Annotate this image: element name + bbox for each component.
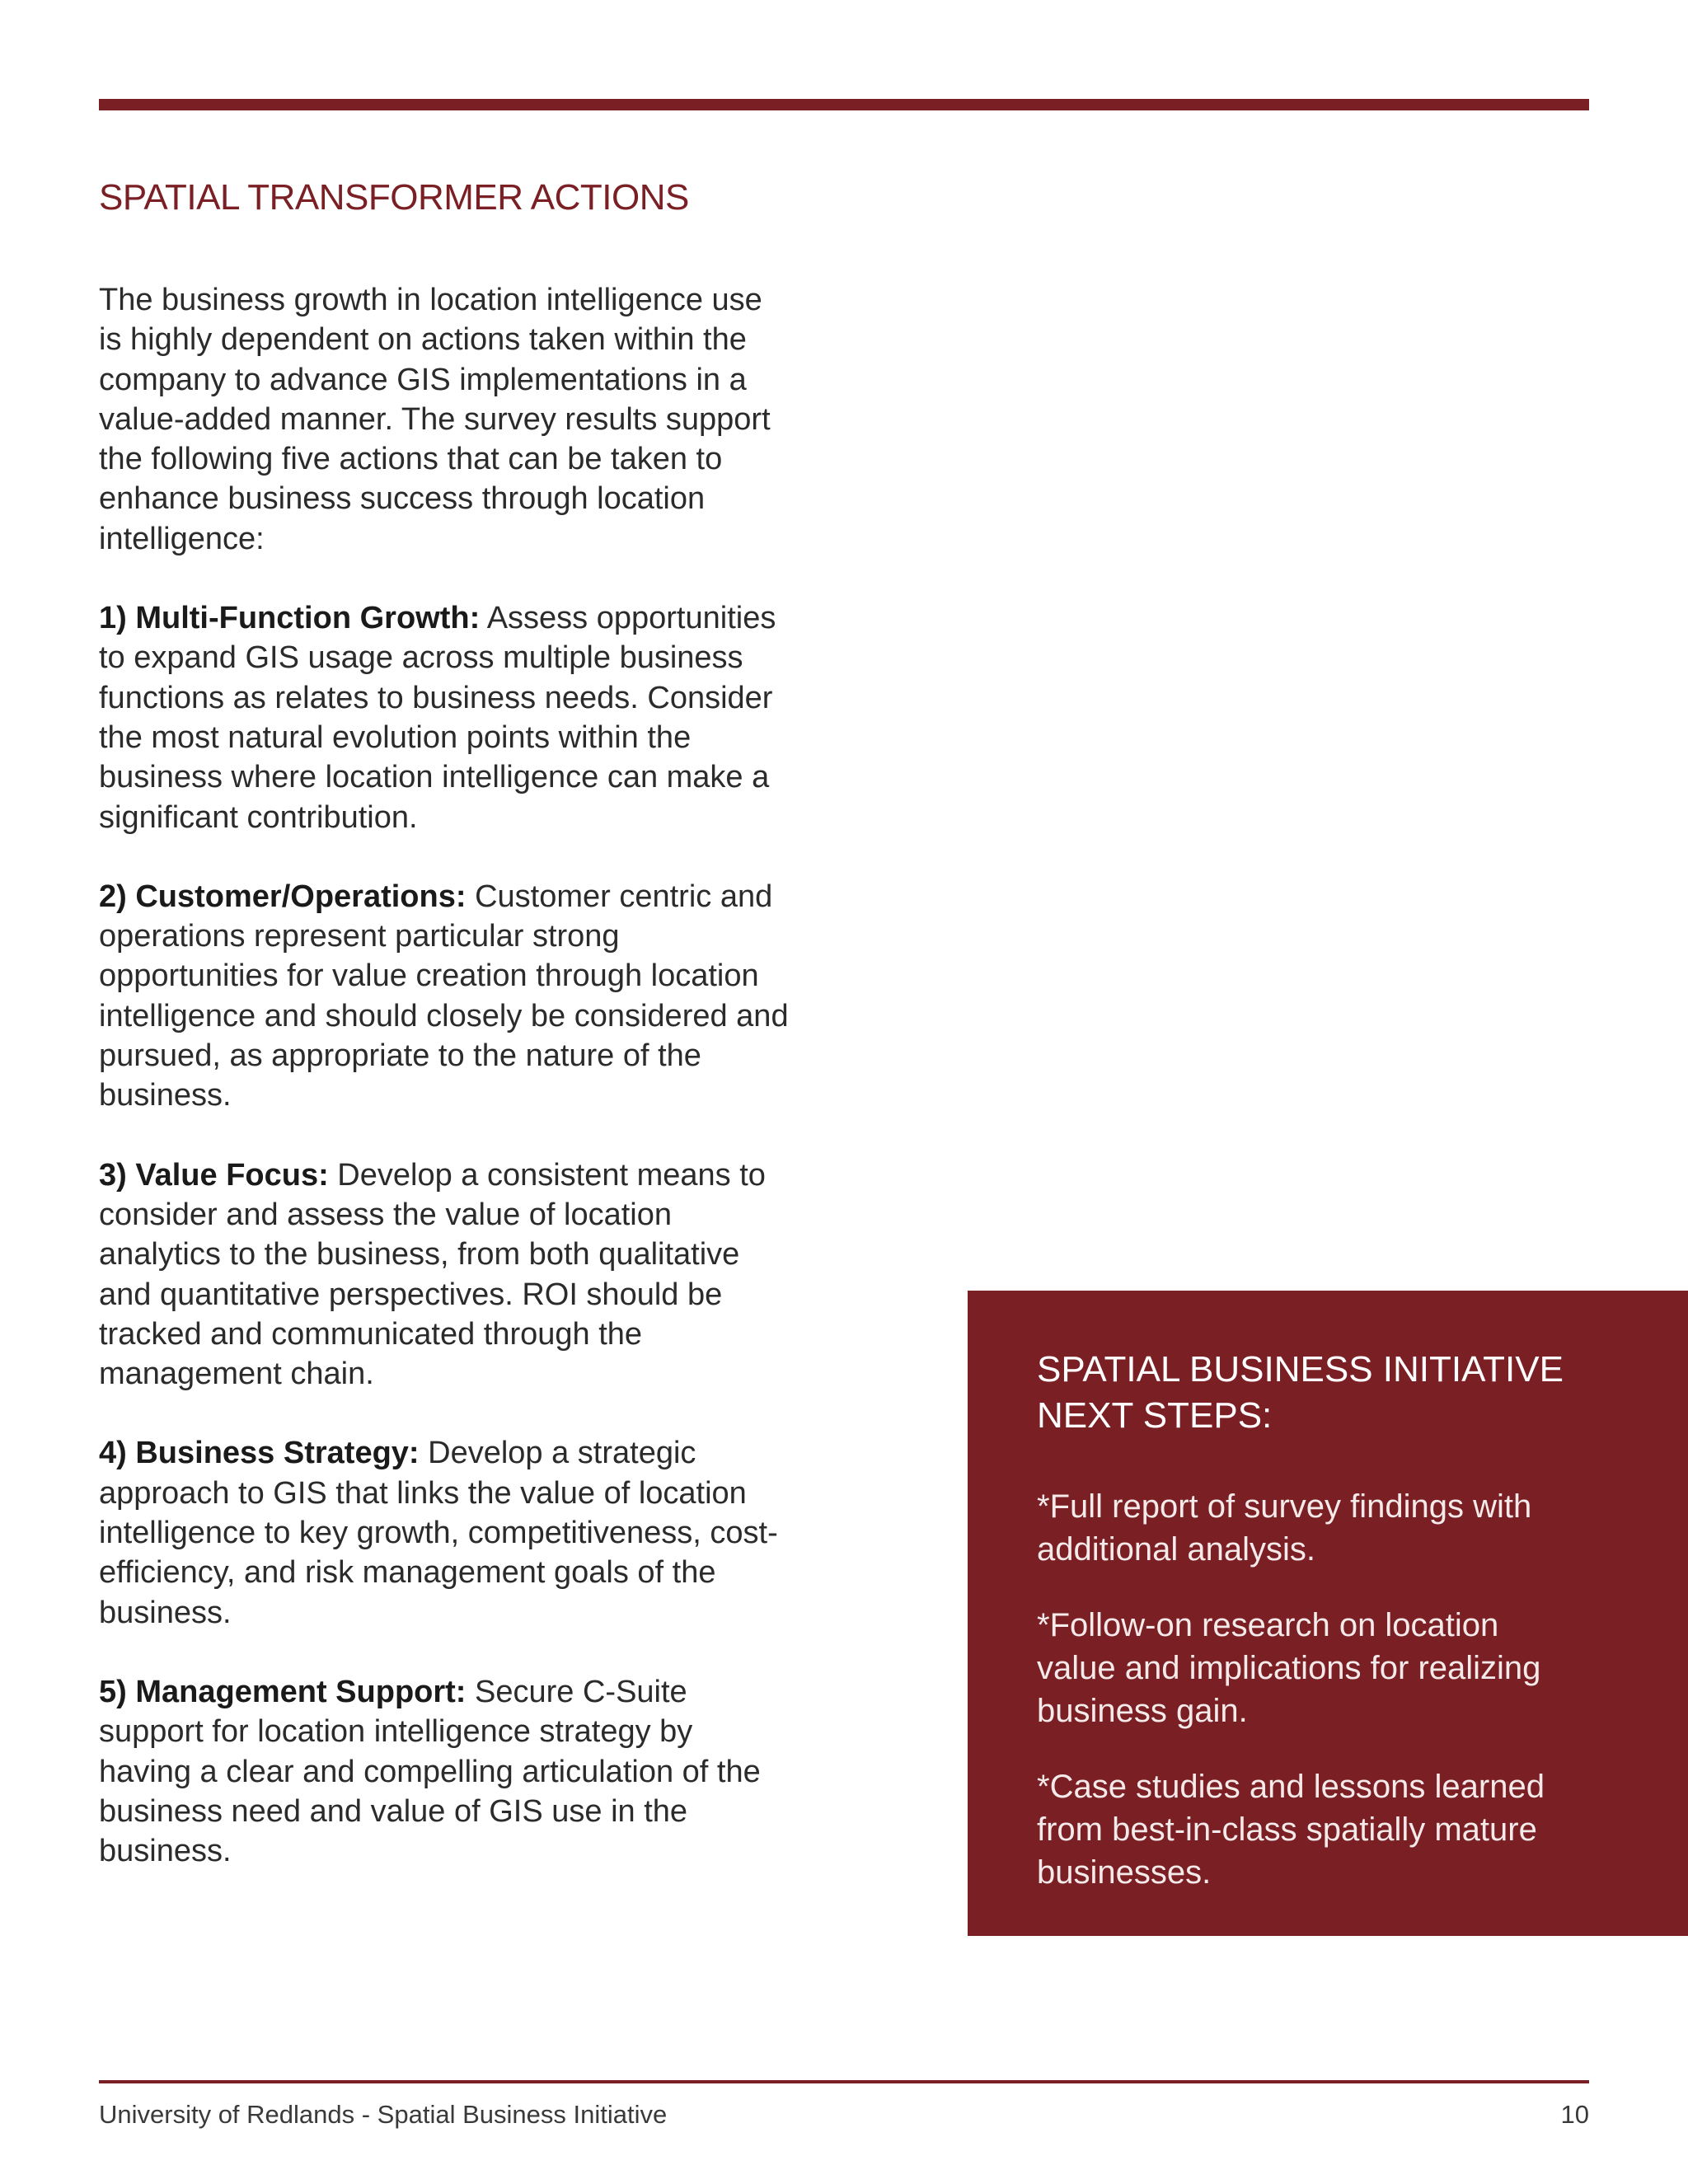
page-number: 10 [1560,2100,1589,2129]
next-step-item: *Full report of survey findings with additional analysis. [1037,1488,1532,1568]
action-item-customer-operations [99,877,791,1116]
callout-title: SPATIAL BUSINESS INITIATIVE NEXT STEPS: [1037,1349,1564,1436]
action-text: Customer centric and operations represent particular strong opportunities for value creation through location intelligence and should closely be considered and pursued, as appropriate to the nature of the business. [99,879,789,1113]
next-step-item: *Case studies and lessons learned from best-in-class spatially mature businesses. [1037,1769,1545,1891]
action-item-value-focus [99,1155,791,1394]
action-lead: 1) Multi-Function Growth: [99,601,481,636]
action-text: Secure C-Suite support for location intelligence strategy by having a clear and compelling articulation of the business need and value of GIS use in the business. [99,1674,761,1869]
action-lead: 5) Management Support: [99,1674,467,1709]
main-column [99,280,791,1910]
action-lead: 4) Business Strategy: [99,1436,420,1471]
footer-rule [99,2080,1589,2083]
action-text: Assess opportunities to expand GIS usage across multiple business functions as relates to business needs. Consider the most natural evolution points within the business where location intelligence can make a significant contribution. [99,601,776,835]
action-item-multi-function [99,598,791,837]
top-rule [99,99,1589,110]
action-lead: 3) Value Focus: [99,1157,329,1193]
intro-paragraph: The business growth in location intelligence use is highly dependent on actions taken within the company to advance GIS implementations in a value-added manner. The survey results support the following five actions that can be taken to enhance business success through location intelligence: [99,283,771,556]
action-text: Develop a consistent means to consider and assess the value of location analytics to the business, from both qualitative and quantitative perspectives. ROI should be tracked and communicated through the management chain. [99,1157,766,1392]
action-text: Develop a strategic approach to GIS that links the value of location intelligence to key growth, competitiveness, cost-efficiency, and risk management goals of the business. [99,1436,778,1630]
section-title: SPATIAL TRANSFORMER ACTIONS [99,177,689,218]
action-item-management-support [99,1672,791,1871]
next-step-item: *Follow-on research on location value and implications for realizing business gain. [1037,1607,1541,1729]
action-lead: 2) Customer/Operations: [99,879,467,914]
footer-text: University of Redlands - Spatial Business Initiative [99,2100,668,2129]
next-steps-list [1037,1485,1614,1894]
next-steps-callout [968,1291,1688,1936]
action-item-business-strategy [99,1433,791,1632]
